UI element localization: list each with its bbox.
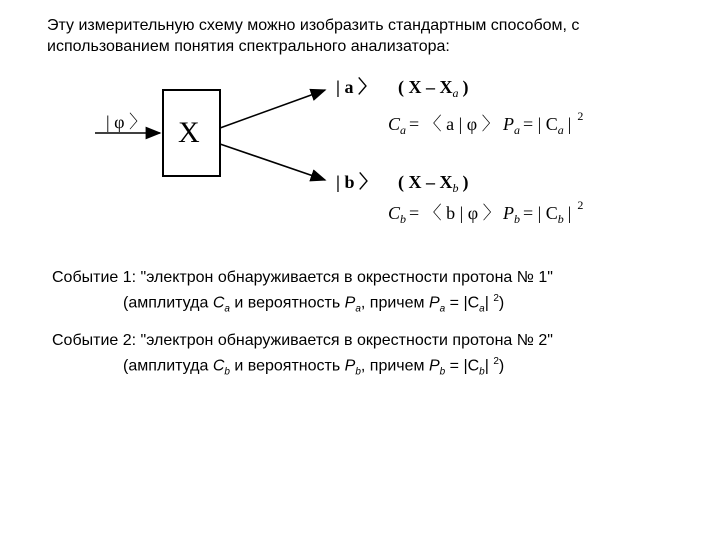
event-prob-sub: b: [355, 366, 361, 378]
event-bar: |: [484, 356, 489, 374]
prob-b-sub: b: [514, 212, 520, 226]
prob-b-tail: |: [567, 203, 572, 223]
pair-a: [398, 77, 469, 100]
amplitude-b: [388, 203, 501, 226]
event-close: ): [498, 356, 505, 374]
event-amp-symbol: C: [212, 356, 225, 374]
pair-b-text: ( X – X: [398, 172, 453, 192]
event-details: [52, 288, 553, 320]
amp-b-C: C: [388, 203, 401, 223]
prob-a-exp: 2: [577, 109, 584, 123]
amp-b-rhs: = 〈 b | φ 〉: [409, 203, 501, 223]
event-prob-sub: a: [355, 303, 361, 315]
event-prob-symbol-2: P: [428, 356, 440, 374]
event-close: ): [498, 294, 505, 312]
event-amp-symbol: C: [212, 294, 225, 312]
event-comma: , причем: [360, 294, 425, 312]
event-amp-sub: b: [224, 366, 230, 378]
event-exp: 2: [493, 293, 499, 304]
event-details: [52, 351, 553, 383]
prob-a-P: P: [503, 114, 514, 134]
event-item: [52, 330, 553, 383]
pair-a-close: ): [462, 77, 469, 97]
pair-b-sub: b: [452, 181, 459, 195]
event-title: Событие 1: "электрон обнаруживается в окрестности протона № 1": [52, 269, 553, 286]
pair-b-close: ): [462, 172, 469, 192]
prob-a-rhs: = | C: [523, 114, 558, 134]
pair-a-text: ( X – X: [398, 77, 453, 97]
event-amp-sub: a: [224, 303, 230, 315]
event-exp: 2: [493, 355, 499, 367]
event-mid: и вероятность: [234, 356, 341, 374]
event-prob-sub-2: a: [439, 303, 446, 315]
event-item: [52, 267, 553, 320]
amp-b-sub: b: [400, 212, 407, 226]
event-eq: = |C: [449, 294, 480, 312]
amplitude-a: [388, 114, 500, 137]
event-bar: |: [484, 294, 489, 312]
event-title: Событие 2: "электрон обнаруживается в окрестности протона № 2": [52, 331, 553, 349]
intro-line-2: использованием понятия спектрального анализатора:: [47, 38, 450, 55]
event-prob-symbol: P: [344, 294, 356, 312]
event-prob-symbol-2: P: [428, 294, 440, 312]
intro-line-1: Эту измерительную схему можно изобразить стандартным способом, с: [47, 17, 580, 34]
event-eq: = |C: [449, 356, 480, 374]
amp-a-C: C: [388, 114, 401, 134]
amp-a-sub: a: [400, 123, 407, 137]
amp-a-rhs: = 〈 a | φ 〉: [409, 114, 500, 134]
event-mid: и вероятность: [234, 294, 341, 312]
event-amp-sub-2: b: [479, 366, 485, 378]
output-arrow-a: [220, 90, 325, 128]
event-prob-sub-2: b: [439, 366, 446, 378]
pair-b: [398, 172, 469, 195]
event-open: (амплитуда: [123, 294, 209, 312]
pair-a-sub: a: [452, 86, 459, 100]
prob-a-Csub: a: [557, 123, 564, 137]
prob-b-P: P: [503, 203, 514, 223]
event-comma: , причем: [360, 356, 425, 374]
prob-b: [502, 198, 583, 226]
output-state-b: | b 〉: [336, 172, 377, 192]
event-prob-symbol: P: [344, 356, 356, 374]
prob-a-sub: a: [514, 123, 520, 137]
prob-b-rhs: = | C: [523, 203, 558, 223]
event-open: (амплитуда: [123, 356, 209, 374]
output-state-a: | a 〉: [336, 77, 376, 97]
prob-b-exp: 2: [577, 198, 584, 212]
output-arrow-b: [220, 144, 325, 180]
prob-a: [502, 109, 583, 137]
input-state-label: | φ 〉: [106, 112, 147, 132]
event-amp-sub-2: a: [479, 303, 485, 315]
prob-b-Csub: b: [557, 212, 564, 226]
analyzer-box-label: X: [178, 116, 200, 149]
events-list: [52, 267, 553, 392]
prob-a-tail: |: [567, 114, 572, 134]
